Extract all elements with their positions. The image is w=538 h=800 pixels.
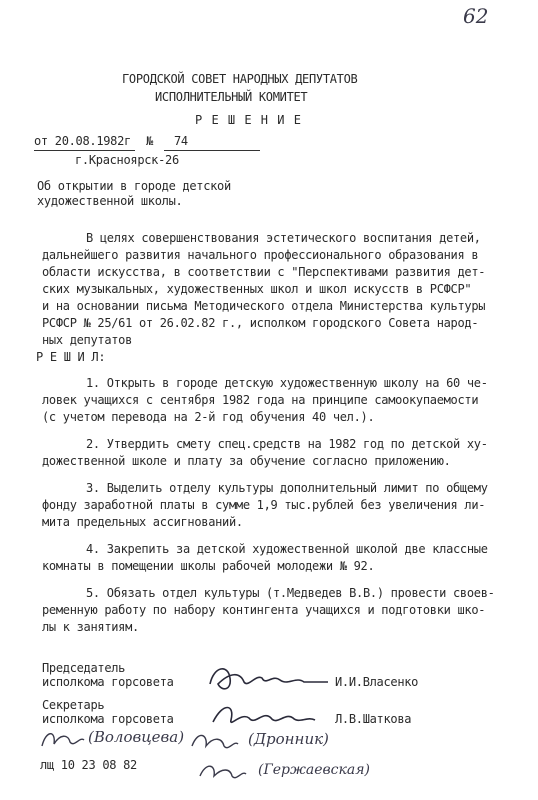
preamble-line: ных депутатов	[42, 333, 133, 347]
preamble-line: дальнейшего развития начального профессионального образования в	[42, 248, 479, 262]
signer-1-name: И.И.Власенко	[335, 675, 419, 689]
footer-code: лщ 10 23 08 82	[40, 758, 137, 772]
item-1-line: (с учетом перевода на 2-й год обучения 40 чел.).	[42, 410, 375, 424]
item-3-line: мита предельных ассигнований.	[42, 515, 243, 529]
handwritten-scribble	[188, 728, 240, 754]
handwritten-note: (Воловцева)	[88, 728, 185, 746]
item-4-line: комнаты в помещении школы рабочей молодежи № 92.	[42, 559, 375, 573]
item-5-line: ременную работу по набору контингента учащихся и подготовки шко-	[42, 603, 486, 617]
signer-1-role: исполкома горсовета	[42, 675, 174, 689]
handwritten-scribble	[196, 760, 248, 786]
item-2-line: дожественной школе и плату за обучение согласно приложению.	[42, 454, 451, 468]
resolved-heading: Р Е Ш И Л:	[36, 350, 106, 364]
item-5-line: лы к занятиям.	[42, 620, 139, 634]
item-2-line: 2. Утвердить смету спец.средств на 1982 год по детской ху-	[86, 437, 488, 451]
preamble-line: В целях совершенствования эстетического воспитания детей,	[86, 231, 481, 245]
item-1-line: ловек учащихся с сентября 1982 года на принципе самоокупаемости	[42, 393, 479, 407]
preamble-line: ских музыкальных, художественных школ и школ искусств в РСФСР"	[42, 282, 472, 296]
decision-number: 74	[164, 133, 260, 151]
item-4-line: 4. Закрепить за детской художественной школой две классные	[86, 542, 488, 556]
preamble-line: РСФСР № 25/61 от 26.02.82 г., исполком городского Совета народ-	[42, 316, 479, 330]
signer-2-name: Л.В.Шаткова	[335, 712, 412, 726]
subject-line-2: художественной школы.	[37, 194, 183, 208]
preamble-line: области искусства, в соответствии с "Перспективами развития дет-	[42, 265, 486, 279]
item-1-line: 1. Открыть в городе детскую художественную школу на 60 че-	[86, 376, 488, 390]
handwritten-note: (Гержаевская)	[258, 762, 370, 778]
handwritten-note: (Дронник)	[248, 730, 329, 748]
number-sign: №	[146, 134, 153, 148]
city-line: г.Красноярск-26	[75, 153, 179, 167]
item-3-line: 3. Выделить отделу культуры дополнительный лимит по общему	[86, 481, 488, 495]
signer-1-role: Председатель	[42, 661, 126, 675]
preamble-line: и на основании письма Методического отдела Министерства культуры	[42, 299, 486, 313]
signer-2-role: исполкома горсовета	[42, 712, 174, 726]
subject-line-1: Об открытии в городе детской	[37, 179, 231, 193]
handwritten-scribble	[38, 726, 86, 754]
council-heading: ГОРОДСКОЙ СОВЕТ НАРОДНЫХ ДЕПУТАТОВ	[122, 72, 358, 86]
item-5-line: 5. Обязать отдел культуры (т.Медведев В.В.) провести своев-	[86, 586, 495, 600]
document-title: Р Е Ш Е Н И Е	[195, 113, 302, 127]
page-number: 62	[463, 4, 489, 28]
signature-1-scribble	[200, 656, 340, 698]
decision-date: от 20.08.1982г	[34, 133, 135, 151]
signer-2-role: Секретарь	[42, 698, 105, 712]
item-3-line: фонду заработной платы в сумме 1,9 тыс.рублей без увеличения ли-	[42, 498, 486, 512]
committee-heading: ИСПОЛНИТЕЛЬНЫЙ КОМИТЕТ	[155, 90, 308, 104]
